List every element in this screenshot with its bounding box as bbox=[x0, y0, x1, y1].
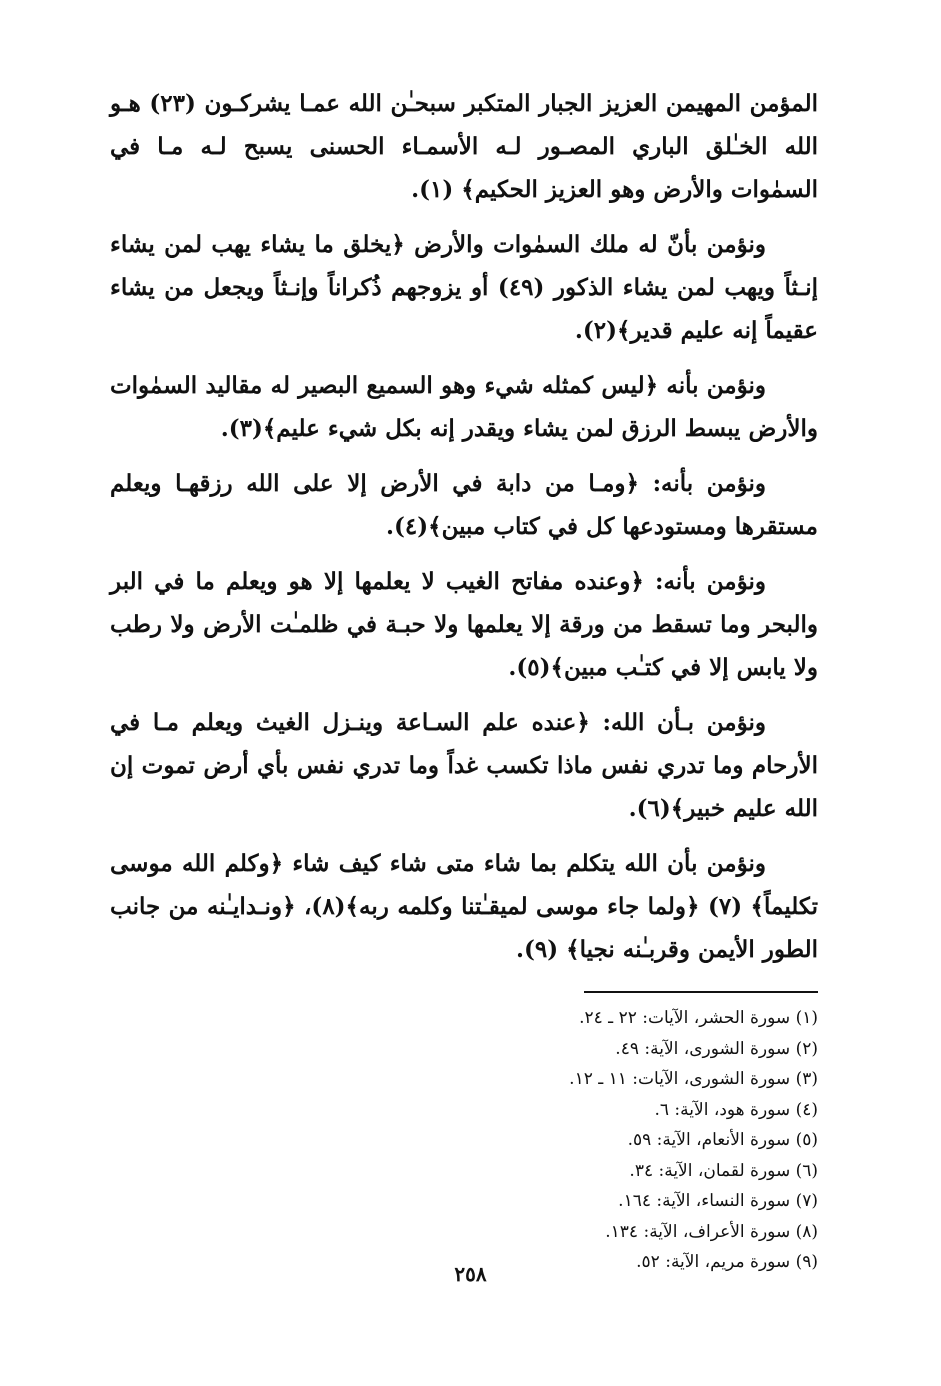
paragraph-1: المؤمن المهيمن العزيز الجبار المتكبر سبحـٰن الله عمـا يشركـون (٢٣) هـو الله الخـٰلق الباري المصـور لـه الأسمـاء الحسنى يسبح لـه مـا في السمٰوات والأرض وهو العزيز الحكيم﴾ (١). bbox=[110, 90, 818, 203]
paragraph-6: ونؤمن بـأن الله: ﴿عنده علم السـاعة وينـزل الغيث ويعلم مـا في الأرحام وما تدري نفس ماذا تكسب غداً وما تدري نفس بأي أرض تموت إن الله عليم خبير﴾(٦). bbox=[110, 709, 818, 822]
footnote-6: (٦) سورة لقمان، الآية: ٣٤. bbox=[629, 1160, 818, 1181]
page-number: ٢٥٨ bbox=[454, 1262, 487, 1286]
footnote-4: (٤) سورة هود، الآية: ٦. bbox=[654, 1099, 818, 1120]
footnote-divider bbox=[584, 991, 818, 993]
paragraph-4: ونؤمن بأنه: ﴿ومـا من دابة في الأرض إلا على الله رزقهـا ويعلم مستقرها ومستودعها كل في كتاب مبين﴾(٤). bbox=[110, 470, 818, 540]
page-body bbox=[110, 82, 818, 1278]
paragraph-5: ونؤمن بأنه: ﴿وعنده مفاتح الغيب لا يعلمها إلا هو ويعلم ما في البر والبحر وما تسقط من ورقة إلا يعلمها ولا حبـة في ظلمـٰت الأرض ولا رطب ولا يابس إلا في كتـٰب مبين﴾(٥). bbox=[110, 568, 818, 681]
footnote-1: (١) سورة الحشر، الآيات: ٢٢ ـ ٢٤. bbox=[579, 1008, 818, 1028]
footnote-8: (٨) سورة الأعراف، الآية: ١٣٤. bbox=[605, 1221, 818, 1242]
paragraph-3: ونؤمن بأنه ﴿ليس كمثله شيء وهو السميع البصير له مقاليد السمٰوات والأرض يبسط الرزق لمن يشاء ويقدر إنه بكل شيء عليم﴾(٣). bbox=[110, 372, 818, 442]
footnote-5: (٥) سورة الأنعام، الآية: ٥٩. bbox=[627, 1130, 818, 1150]
footnote-2: (٢) سورة الشورى، الآية: ٤٩. bbox=[615, 1038, 818, 1059]
footnote-9: (٩) سورة مريم، الآية: ٥٢. bbox=[636, 1252, 818, 1272]
footnote-7: (٧) سورة النساء، الآية: ١٦٤. bbox=[618, 1191, 818, 1211]
paragraph-2: ونؤمن بأنّ له ملك السمٰوات والأرض ﴿يخلق ما يشاء يهب لمن يشاء إنـثاً ويهب لمن يشاء الذكور (٤٩) أو يزوجهم ذُكراناً وإنـثاً ويجعل من يشاء عقيماً إنه عليم قدير﴾(٢). bbox=[110, 231, 818, 344]
footnote-3: (٣) سورة الشورى، الآيات: ١١ ـ ١٢. bbox=[569, 1069, 818, 1089]
paragraph-7: ونؤمن بأن الله يتكلم بما شاء متى شاء كيف شاء ﴿وكلم الله موسى تكليماً﴾ (٧) ﴿ولما جاء موسى لميقـٰتنا وكلمه ربه﴾(٨)، ﴿ونـدايـٰنه من جانب الطور الأيمن وقربـٰنه نجيا﴾ (٩). bbox=[110, 850, 818, 963]
footnotes-list bbox=[110, 1003, 818, 1278]
